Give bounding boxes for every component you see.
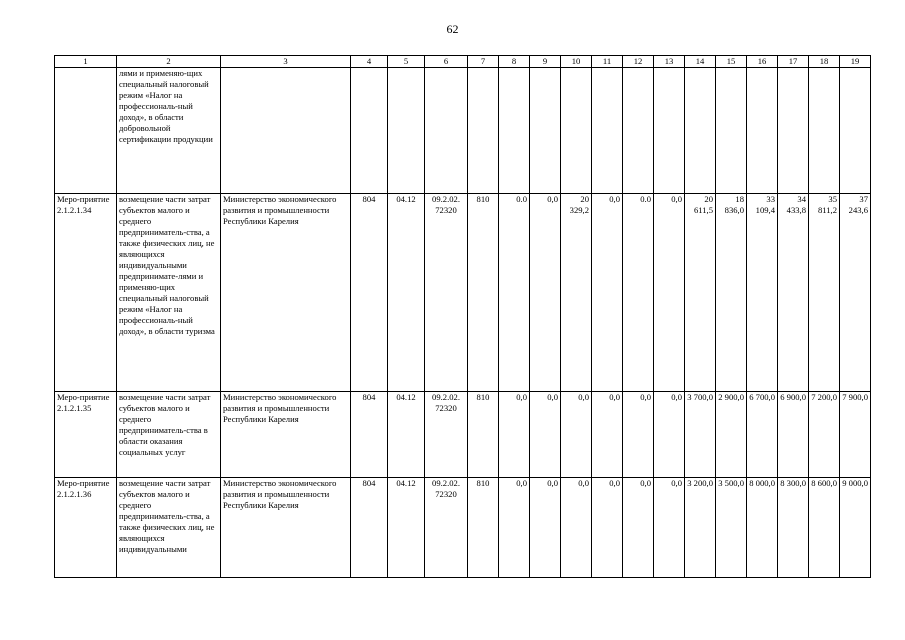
column-number-9: 9 [530, 56, 561, 68]
table-row [55, 478, 871, 578]
column-number-row [55, 56, 871, 68]
measure-description-cell: лями и применяю-щих специальный налоговый режим «Налог на профессиональ-ный доход», в области добровольной сертификации продукции [117, 68, 221, 194]
value-cell-col-4: 804 [351, 194, 388, 392]
value-cell-col-19: 9 000,0 [840, 478, 871, 578]
column-number-14: 14 [685, 56, 716, 68]
value-cell-col-6: 09.2.02. 72320 [425, 392, 468, 478]
value-cell-col-6 [425, 68, 468, 194]
value-cell-col-8 [499, 68, 530, 194]
value-cell-col-14 [685, 68, 716, 194]
column-number-3: 3 [221, 56, 351, 68]
value-cell-col-12 [623, 68, 654, 194]
value-cell-col-14: 20 611,5 [685, 194, 716, 392]
value-cell-col-16 [747, 68, 778, 194]
responsible-executor-cell: Министерство экономического развития и промышленности Республики Карелия [221, 478, 351, 578]
value-cell-col-9: 0,0 [530, 194, 561, 392]
measure-code-cell: Меро-приятие 2.1.2.1.36 [55, 478, 117, 578]
column-number-10: 10 [561, 56, 592, 68]
value-cell-col-8: 0,0 [499, 392, 530, 478]
column-number-2: 2 [117, 56, 221, 68]
value-cell-col-11: 0,0 [592, 392, 623, 478]
value-cell-col-9: 0,0 [530, 478, 561, 578]
value-cell-col-17: 6 900,0 [778, 392, 809, 478]
responsible-executor-cell [221, 68, 351, 194]
measure-description-cell: возмещение части затрат субъектов малого и среднего предприниматель-ства в области оказания социальных услуг [117, 392, 221, 478]
value-cell-col-10 [561, 68, 592, 194]
responsible-executor-cell: Министерство экономического развития и промышленности Республики Карелия [221, 194, 351, 392]
column-number-13: 13 [654, 56, 685, 68]
value-cell-col-17: 8 300,0 [778, 478, 809, 578]
value-cell-col-5: 04.12 [388, 194, 425, 392]
value-cell-col-9: 0,0 [530, 392, 561, 478]
value-cell-col-11: 0,0 [592, 194, 623, 392]
value-cell-col-10: 20 329,2 [561, 194, 592, 392]
value-cell-col-15: 18 836,0 [716, 194, 747, 392]
column-number-17: 17 [778, 56, 809, 68]
value-cell-col-19: 37 243,6 [840, 194, 871, 392]
measure-description-cell: возмещение части затрат субъектов малого и среднего предприниматель-ства, а также физических лиц, не являющихся индивидуальными предпринимате-лями и применяю-щих специальный налоговый режим «Налог на профессиональ-ный доход», в области туризма [117, 194, 221, 392]
column-number-16: 16 [747, 56, 778, 68]
column-number-15: 15 [716, 56, 747, 68]
value-cell-col-12: 0,0 [623, 478, 654, 578]
value-cell-col-8: 0.0 [499, 194, 530, 392]
measure-code-cell: Меро-приятие 2.1.2.1.35 [55, 392, 117, 478]
value-cell-col-13: 0,0 [654, 392, 685, 478]
value-cell-col-13 [654, 68, 685, 194]
page-number: 62 [446, 22, 459, 36]
value-cell-col-18: 8 600,0 [809, 478, 840, 578]
value-cell-col-9 [530, 68, 561, 194]
value-cell-col-18 [809, 68, 840, 194]
value-cell-col-14: 3 700,0 [685, 392, 716, 478]
column-number-19: 19 [840, 56, 871, 68]
measure-description-cell: возмещение части затрат субъектов малого и среднего предприниматель-ства, а также физических лиц, не являющихся индивидуальными [117, 478, 221, 578]
value-cell-col-19: 7 900,0 [840, 392, 871, 478]
value-cell-col-18: 35 811,2 [809, 194, 840, 392]
table-row [55, 392, 871, 478]
value-cell-col-16: 6 700,0 [747, 392, 778, 478]
value-cell-col-6: 09.2.02. 72320 [425, 478, 468, 578]
value-cell-col-17: 34 433,8 [778, 194, 809, 392]
value-cell-col-12: 0.0 [623, 194, 654, 392]
column-number-6: 6 [425, 56, 468, 68]
column-number-18: 18 [809, 56, 840, 68]
value-cell-col-17 [778, 68, 809, 194]
value-cell-col-19 [840, 68, 871, 194]
measure-code-cell [55, 68, 117, 194]
value-cell-col-15: 2 900,0 [716, 392, 747, 478]
value-cell-col-13: 0,0 [654, 194, 685, 392]
value-cell-col-18: 7 200,0 [809, 392, 840, 478]
value-cell-col-11 [592, 68, 623, 194]
value-cell-col-4 [351, 68, 388, 194]
value-cell-col-10: 0,0 [561, 478, 592, 578]
column-number-11: 11 [592, 56, 623, 68]
column-number-12: 12 [623, 56, 654, 68]
value-cell-col-5 [388, 68, 425, 194]
value-cell-col-7: 810 [468, 194, 499, 392]
column-number-7: 7 [468, 56, 499, 68]
value-cell-col-10: 0,0 [561, 392, 592, 478]
value-cell-col-5: 04.12 [388, 392, 425, 478]
budget-table [54, 55, 871, 578]
column-number-5: 5 [388, 56, 425, 68]
measure-code-cell: Меро-приятие 2.1.2.1.34 [55, 194, 117, 392]
column-number-8: 8 [499, 56, 530, 68]
value-cell-col-16: 8 000,0 [747, 478, 778, 578]
value-cell-col-5: 04.12 [388, 478, 425, 578]
table-row [55, 194, 871, 392]
value-cell-col-4: 804 [351, 478, 388, 578]
value-cell-col-8: 0,0 [499, 478, 530, 578]
value-cell-col-7 [468, 68, 499, 194]
value-cell-col-15 [716, 68, 747, 194]
value-cell-col-12: 0,0 [623, 392, 654, 478]
table-row [55, 68, 871, 194]
value-cell-col-15: 3 500,0 [716, 478, 747, 578]
column-number-1: 1 [55, 56, 117, 68]
value-cell-col-7: 810 [468, 392, 499, 478]
value-cell-col-14: 3 200,0 [685, 478, 716, 578]
column-number-4: 4 [351, 56, 388, 68]
value-cell-col-4: 804 [351, 392, 388, 478]
value-cell-col-13: 0,0 [654, 478, 685, 578]
responsible-executor-cell: Министерство экономического развития и промышленности Республики Карелия [221, 392, 351, 478]
value-cell-col-16: 33 109,4 [747, 194, 778, 392]
value-cell-col-11: 0,0 [592, 478, 623, 578]
value-cell-col-7: 810 [468, 478, 499, 578]
value-cell-col-6: 09.2.02. 72320 [425, 194, 468, 392]
